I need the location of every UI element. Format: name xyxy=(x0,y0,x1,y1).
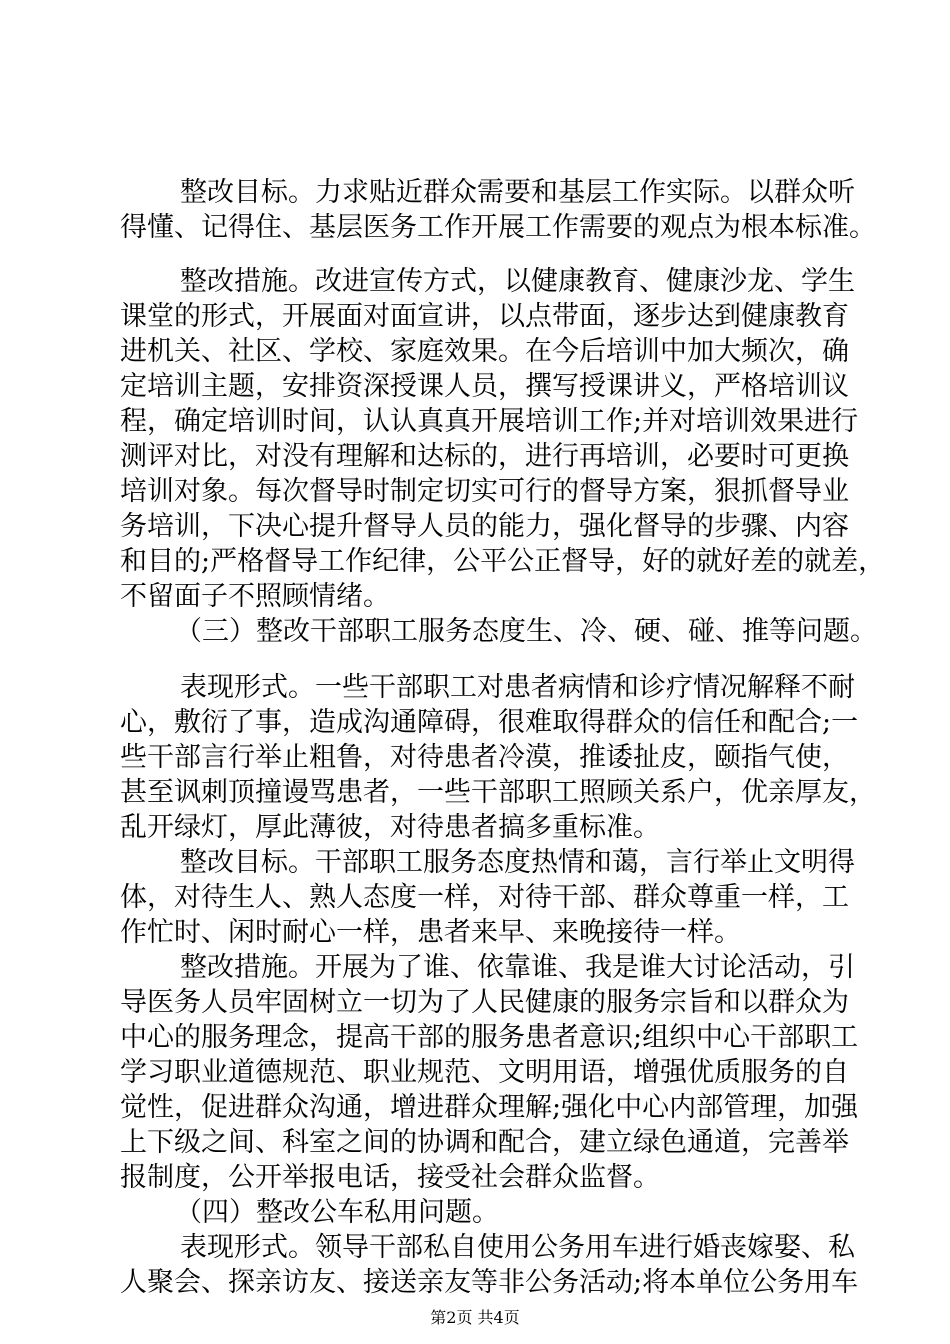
text-line-content: 作忙时、闲时耐心一样，患者来早、来晚接待一样。 xyxy=(120,917,741,948)
text-line xyxy=(0,1229,950,1267)
text-line-content: 整改措施。开展为了谁、依靠谁、我是谁大讨论活动，引 xyxy=(180,952,855,983)
text-line xyxy=(0,333,950,371)
text-line xyxy=(0,669,950,707)
section-heading-text: （三）整改干部职工服务态度生、冷、硬、碰、推等问题。 xyxy=(175,616,877,647)
text-line xyxy=(0,298,950,336)
page-number-footer: 第2页 共4页 xyxy=(430,1308,520,1327)
text-line-content: 不留面子不照顾情绪。 xyxy=(120,581,390,612)
text-line-content: 人聚会、探亲访友、接送亲友等非公务活动;将本单位公务用车 xyxy=(120,1267,859,1298)
text-line-content: 表现形式。一些干部职工对患者病情和诊疗情况解释不耐 xyxy=(180,672,855,703)
text-line-content: 些干部言行举止粗鲁，对待患者冷漠，推诿扯皮，颐指气使， xyxy=(120,742,849,773)
text-line xyxy=(0,704,950,742)
text-line xyxy=(0,578,950,616)
text-line xyxy=(0,1054,950,1092)
text-line xyxy=(0,739,950,777)
text-line-content: 和目的;严格督导工作纪律，公平公正督导，好的就好差的就差， xyxy=(120,546,886,577)
text-line-content: 心，敷衍了事，造成沟通障碍，很难取得群众的信任和配合;一 xyxy=(120,707,859,738)
text-line xyxy=(0,879,950,917)
text-line xyxy=(0,473,950,511)
text-line-content: 报制度，公开举报电话，接受社会群众监督。 xyxy=(120,1162,660,1193)
text-line-content: 定培训主题，安排资深授课人员，撰写授课讲义，严格培训议 xyxy=(120,371,849,402)
text-line xyxy=(0,543,950,581)
section-heading xyxy=(0,613,950,651)
text-line-content: 体，对待生人、熟人态度一样，对待干部、群众尊重一样，工 xyxy=(120,882,849,913)
text-line-content: 整改措施。改进宣传方式，以健康教育、健康沙龙、学生 xyxy=(180,266,855,297)
text-line-content: 得懂、记得住、基层医务工作开展工作需要的观点为根本标准。 xyxy=(120,212,876,243)
text-line-content: 表现形式。领导干部私自使用公务用车进行婚丧嫁娶、私 xyxy=(180,1232,855,1263)
text-line xyxy=(0,914,950,952)
text-line-content: 觉性，促进群众沟通，增进群众理解;强化中心内部管理，加强 xyxy=(120,1092,859,1123)
text-line xyxy=(0,1264,950,1302)
text-line-content: 导医务人员牢固树立一切为了人民健康的服务宗旨和以群众为 xyxy=(120,987,849,1018)
text-line xyxy=(0,174,950,212)
section-heading-text: （四）整改公车私用问题。 xyxy=(175,1197,499,1228)
text-line xyxy=(0,984,950,1022)
text-line xyxy=(0,1089,950,1127)
text-line xyxy=(0,403,950,441)
text-line-content: 程，确定培训时间，认认真真开展培训工作;并对培训效果进行 xyxy=(120,406,859,437)
text-line-content: 中心的服务理念，提高干部的服务患者意识;组织中心干部职工 xyxy=(120,1022,859,1053)
text-line-content: 乱开绿灯，厚此薄彼，对待患者搞多重标准。 xyxy=(120,812,660,843)
text-line-content: 甚至讽刺顶撞谩骂患者，一些干部职工照顾关系户，优亲厚友， xyxy=(120,777,876,808)
section-heading xyxy=(0,1194,950,1232)
text-line xyxy=(0,1159,950,1197)
text-line-content: 整改目标。干部职工服务态度热情和蔼，言行举止文明得 xyxy=(180,847,855,878)
text-line-content: 上下级之间、科室之间的协调和配合，建立绿色通道，完善举 xyxy=(120,1127,849,1158)
text-line-content: 务培训，下决心提升督导人员的能力，强化督导的步骤、内容 xyxy=(120,511,849,542)
text-line-content: 学习职业道德规范、职业规范、文明用语，增强优质服务的自 xyxy=(120,1057,849,1088)
text-line-content: 整改目标。力求贴近群众需要和基层工作实际。以群众听 xyxy=(180,177,855,208)
text-line-content: 课堂的形式，开展面对面宣讲，以点带面，逐步达到健康教育 xyxy=(120,301,849,332)
text-line-content: 进机关、社区、学校、家庭效果。在今后培训中加大频次，确 xyxy=(120,336,849,367)
text-line xyxy=(0,1019,950,1057)
text-line xyxy=(0,1124,950,1162)
text-line-content: 培训对象。每次督导时制定切实可行的督导方案，狠抓督导业 xyxy=(120,476,849,507)
text-line xyxy=(0,508,950,546)
text-line xyxy=(0,263,950,301)
text-line xyxy=(0,949,950,987)
text-line xyxy=(0,844,950,882)
text-line xyxy=(0,809,950,847)
text-line-content: 测评对比，对没有理解和达标的，进行再培训，必要时可更换 xyxy=(120,441,849,472)
text-line xyxy=(0,368,950,406)
text-line xyxy=(0,438,950,476)
text-line xyxy=(0,209,950,247)
text-line xyxy=(0,774,950,812)
